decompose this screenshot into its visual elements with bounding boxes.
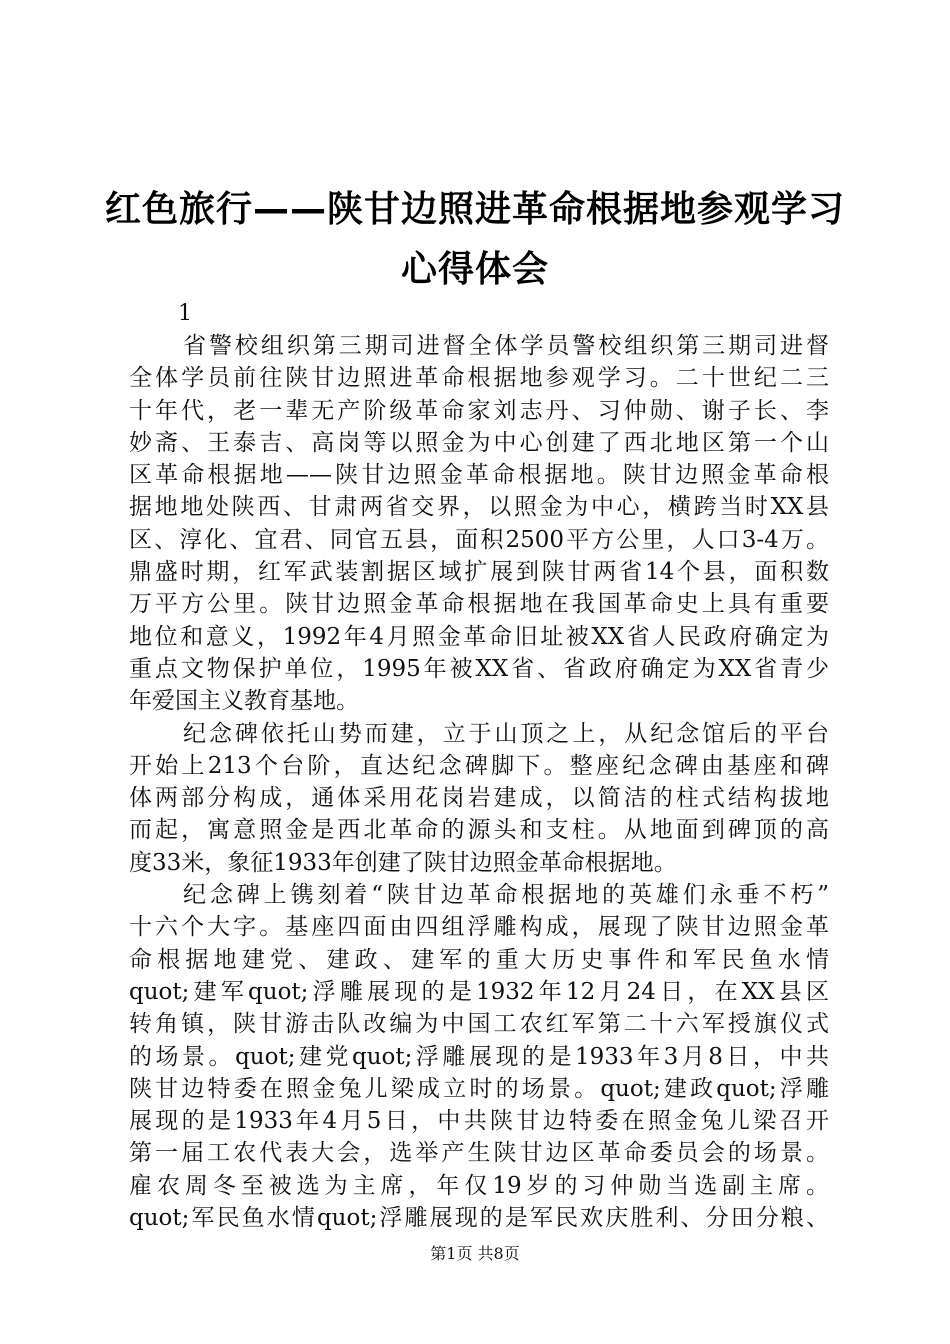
body-line: 展现的是1933年4月5日，中共陕甘边特委在照金兔儿梁召开 [129, 1108, 829, 1135]
body-line: 省警校组织第三期司进督全体学员警校组织第三期司进督 [183, 333, 829, 359]
document-title-line-1: 红色旅行——陕甘边照进革命根据地参观学习 [104, 189, 845, 230]
body-line: quot;军民鱼水情quot;浮雕展现的是军民欢庆胜利、分田分粮、 [129, 1205, 829, 1232]
body-line: 纪念碑依托山势而建，立于山顶之上，从纪念馆后的平台 [183, 720, 829, 747]
body-line: 第一届工农代表大会，选举产生陕甘边区革命委员会的场景。 [129, 1140, 829, 1167]
body-line: 纪念碑上镌刻着“陕甘边革命根据地的英雄们永垂不朽” [183, 882, 829, 909]
body-line: 度33米，象征1933年创建了陕甘边照金革命根据地。 [129, 849, 677, 876]
document-title-line-2: 心得体会 [400, 249, 549, 290]
body-line: 区、淳化、宜君、同官五县，面积2500平方公里，人口3-4万。 [129, 526, 829, 553]
body-line: 鼎盛时期，红军武装割据区域扩展到陕甘两省14个县，面积数 [129, 559, 829, 586]
body-line: 年爱国主义教育基地。 [129, 688, 359, 715]
body-line: 重点文物保护单位，1995年被XX省、省政府确定为XX省青少 [129, 655, 829, 682]
body-line: 的场景。quot;建党quot;浮雕展现的是1933年3月8日，中共 [129, 1043, 829, 1070]
document-body [129, 330, 829, 1234]
body-line: 转角镇，陕甘游击队改编为中国工农红军第二十六军授旗仪式 [129, 1011, 829, 1038]
body-line: 体两部分构成，通体采用花岗岩建成，以简洁的柱式结构拔地 [129, 785, 829, 812]
body-line: 开始上213个台阶，直达纪念碑脚下。整座纪念碑由基座和碑 [129, 752, 829, 779]
body-line: 而起，寓意照金是西北革命的源头和支柱。从地面到碑顶的高 [129, 817, 829, 844]
body-line: 雇农周冬至被选为主席，年仅19岁的习仲勋当选副主席。 [129, 1172, 829, 1199]
page-footer: 第1页 共8页 [430, 1244, 520, 1263]
body-line: 万平方公里。陕甘边照金革命根据地在我国革命史上具有重要 [129, 591, 829, 618]
body-line: quot;建军quot;浮雕展现的是1932年12月24日，在XX县区 [129, 978, 829, 1005]
body-line: 据地地处陕西、甘肃两省交界，以照金为中心，横跨当时XX县 [129, 494, 829, 521]
section-number: 1 [178, 301, 192, 326]
body-line: 地位和意义，1992年4月照金革命旧址被XX省人民政府确定为 [129, 623, 829, 650]
body-line: 妙斋、王泰吉、高岗等以照金为中心创建了西北地区第一个山 [129, 429, 829, 456]
body-line: 命根据地建党、建政、建军的重大历史事件和军民鱼水情 [129, 946, 829, 973]
body-line: 十六个大字。基座四面由四组浮雕构成，展现了陕甘边照金革 [129, 914, 829, 941]
body-line: 十年代，老一辈无产阶级革命家刘志丹、习仲勋、谢子长、李 [129, 397, 829, 424]
body-line: 区革命根据地——陕甘边照金革命根据地。陕甘边照金革命根 [129, 462, 829, 489]
body-line: 陕甘边特委在照金兔儿梁成立时的场景。quot;建政quot;浮雕 [129, 1075, 829, 1102]
body-line: 全体学员前往陕甘边照进革命根据地参观学习。二十世纪二三 [129, 365, 829, 392]
